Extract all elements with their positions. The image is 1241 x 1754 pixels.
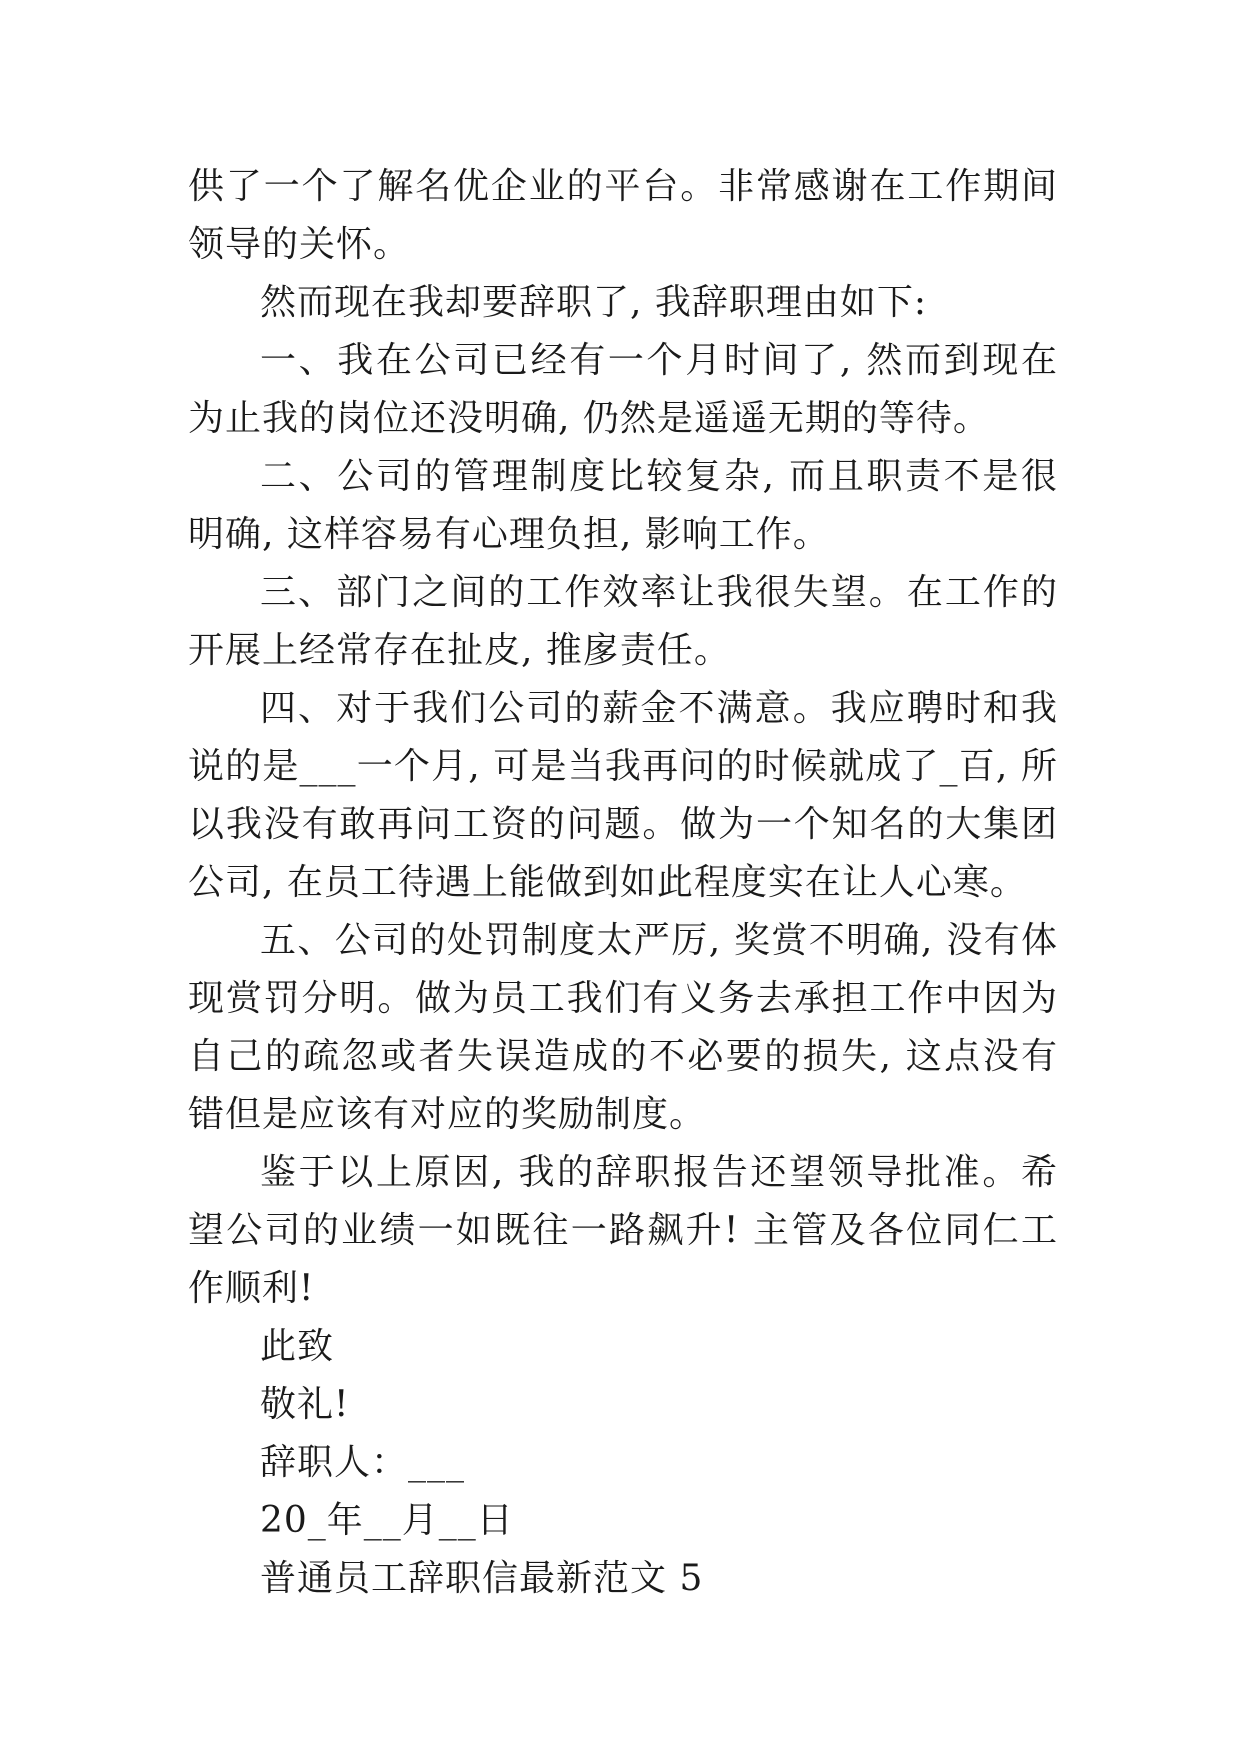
paragraph-reason-1: 一、我在公司已经有一个月时间了, 然而到现在为止我的岗位还没明确, 仍然是遥遥无期的等待。 (188, 340, 1058, 439)
paragraph-continued-intro: 供了一个了解名优企业的平台。非常感谢在工作期间领导的关怀。 (188, 166, 1058, 265)
paragraph-reason-4: 四、对于我们公司的薪金不满意。我应聘时和我说的是___一个月, 可是当我再问的时候就成了_百, 所以我没有敢再问工资的问题。做为一个知名的大集团公司, 在员工待遇上能做到如此程度实在让人心寒。 (188, 688, 1058, 903)
signature-line: 辞职人：___ (260, 1442, 466, 1483)
document-body (188, 158, 1058, 1608)
next-section-title: 普通员工辞职信最新范文 5 (260, 1558, 704, 1599)
paragraph-reason-2: 二、公司的管理制度比较复杂, 而且职责不是很明确, 这样容易有心理负担, 影响工作。 (188, 456, 1058, 555)
paragraph-reason-3: 三、部门之间的工作效率让我很失望。在工作的开展上经常存在扯皮, 推扅责任。 (188, 572, 1058, 671)
paragraph-resignation-reasons-intro: 然而现在我却要辞职了, 我辞职理由如下: (260, 282, 928, 323)
paragraph-conclusion: 鉴于以上原因, 我的辞职报告还望领导批准。希望公司的业绩一如既往一路飙升! 主管及各位同仁工作顺利! (188, 1152, 1058, 1309)
closing-regards: 敬礼! (260, 1384, 350, 1425)
closing-salutation: 此致 (260, 1326, 335, 1367)
date-line: 20_年__月__日 (260, 1500, 514, 1541)
paragraph-reason-5: 五、公司的处罚制度太严厉, 奖赏不明确, 没有体现赏罚分明。做为员工我们有义务去承担工作中因为自己的疏忽或者失误造成的不必要的损失, 这点没有错但是应该有对应的奖励制度。 (188, 920, 1058, 1135)
